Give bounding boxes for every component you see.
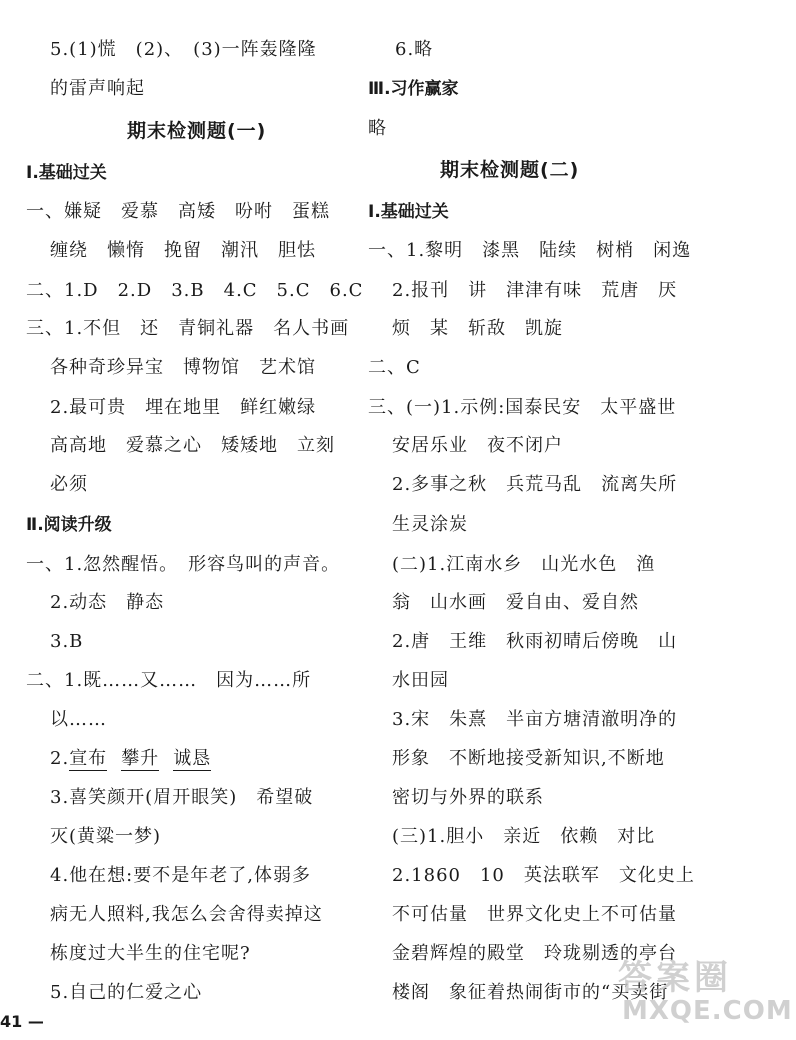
answer-line: 2.报刊 讲 津津有味 荒唐 厌: [392, 280, 678, 301]
answer-line: 二、1.既……又…… 因为……所: [26, 670, 312, 691]
answer-line: 栋度过大半生的住宅呢?: [50, 943, 251, 964]
answer-line: 2.1860 10 英法联军 文化史上: [392, 865, 695, 886]
answer-line: 2.多事之秋 兵荒马乱 流离失所: [392, 474, 678, 495]
answer-line-underlined: [50, 747, 211, 771]
answer-line: 2.唐 王维 秋雨初晴后傍晚 山: [392, 631, 678, 652]
underlined-word: 攀升: [121, 748, 160, 769]
section-heading: Ⅰ.基础过关: [368, 202, 449, 222]
section-heading: Ⅱ.阅读升级: [26, 515, 112, 535]
answer-line: 金碧辉煌的殿堂 玲珑剔透的亭台: [392, 943, 677, 964]
watermark-url: MXQE.COM: [622, 996, 793, 1026]
answer-line: 5.自己的仁爱之心: [50, 982, 203, 1003]
underlined-word: 诚恳: [173, 748, 212, 769]
answer-line: 6.略: [395, 39, 434, 60]
answer-line: 一、1.忽然醒悟。 形容鸟叫的声音。: [26, 554, 341, 575]
answer-line: 2.最可贵 埋在地里 鲜红嫩绿: [50, 397, 317, 418]
answer-line: 二、C: [368, 357, 421, 378]
section-heading: Ⅲ.习作赢家: [368, 79, 459, 99]
answer-line: (三)1.胆小 亲近 依赖 对比: [392, 826, 656, 847]
page-number: 41: [0, 1012, 23, 1031]
answer-line: 3.B: [50, 631, 84, 652]
answer-line: 密切与外界的联系: [392, 787, 544, 808]
section-title: 期末检测题(二): [440, 159, 580, 181]
answer-line: 病无人照料,我怎么会舍得卖掉这: [50, 904, 323, 925]
item-number: 2.: [50, 748, 70, 769]
answer-line: 各种奇珍异宝 博物馆 艺术馆: [50, 357, 316, 378]
answer-line: 4.他在想:要不是年老了,体弱多: [50, 865, 311, 886]
watermark-text: 答案圈: [618, 958, 732, 998]
answer-line: 二、1.D 2.D 3.B 4.C 5.C 6.C: [26, 280, 364, 301]
answer-line: 三、1.不但 还 青铜礼器 名人书画: [26, 318, 350, 339]
answer-line: 5.(1)慌 (2)、 (3)一阵轰隆隆: [50, 39, 317, 60]
answer-line: 以……: [50, 709, 107, 730]
answer-line: 楼阁 象征着热闹街市的“买卖街: [392, 982, 669, 1003]
answer-line: (二)1.江南水乡 山光水色 渔: [392, 554, 656, 575]
answer-line: 3.宋 朱熹 半亩方塘清澈明净的: [392, 709, 678, 730]
answer-line: 安居乐业 夜不闭户: [392, 435, 563, 456]
answer-line: 三、(一)1.示例:国泰民安 太平盛世: [368, 397, 677, 418]
answer-line: 生灵涂炭: [392, 514, 468, 535]
answer-line: 缠绕 懒惰 挽留 潮汛 胆怯: [50, 240, 316, 261]
answer-line: 高高地 爱慕之心 矮矮地 立刻: [50, 435, 335, 456]
section-title: 期末检测题(一): [127, 120, 267, 142]
section-heading: Ⅰ.基础过关: [26, 163, 107, 183]
page-number-dash: —: [27, 1012, 44, 1031]
answer-line: 翁 山水画 爱自由、爱自然: [392, 592, 639, 613]
answer-line: 必须: [50, 474, 88, 495]
answer-line: 不可估量 世界文化史上不可估量: [392, 904, 677, 925]
underlined-word: 宣布: [69, 748, 108, 769]
answer-line: 形象 不断地接受新知识,不断地: [392, 748, 665, 769]
answer-line: 的雷声响起: [50, 78, 145, 99]
watermark-logo: [600, 950, 793, 1030]
page-number-area: [0, 1012, 44, 1031]
answer-line: 烦 某 斩敌 凯旋: [392, 318, 563, 339]
answer-line: 略: [368, 118, 387, 139]
answer-line: 3.喜笑颜开(眉开眼笑) 希望破: [50, 787, 314, 808]
answer-line: 一、1.黎明 漆黑 陆续 树梢 闲逸: [368, 240, 692, 261]
answer-line: 水田园: [392, 670, 449, 691]
answer-line: 2.动态 静态: [50, 592, 165, 613]
answer-line: 灭(黄粱一梦): [50, 826, 162, 847]
answer-line: 一、嫌疑 爱慕 高矮 吩咐 蛋糕: [26, 201, 330, 222]
